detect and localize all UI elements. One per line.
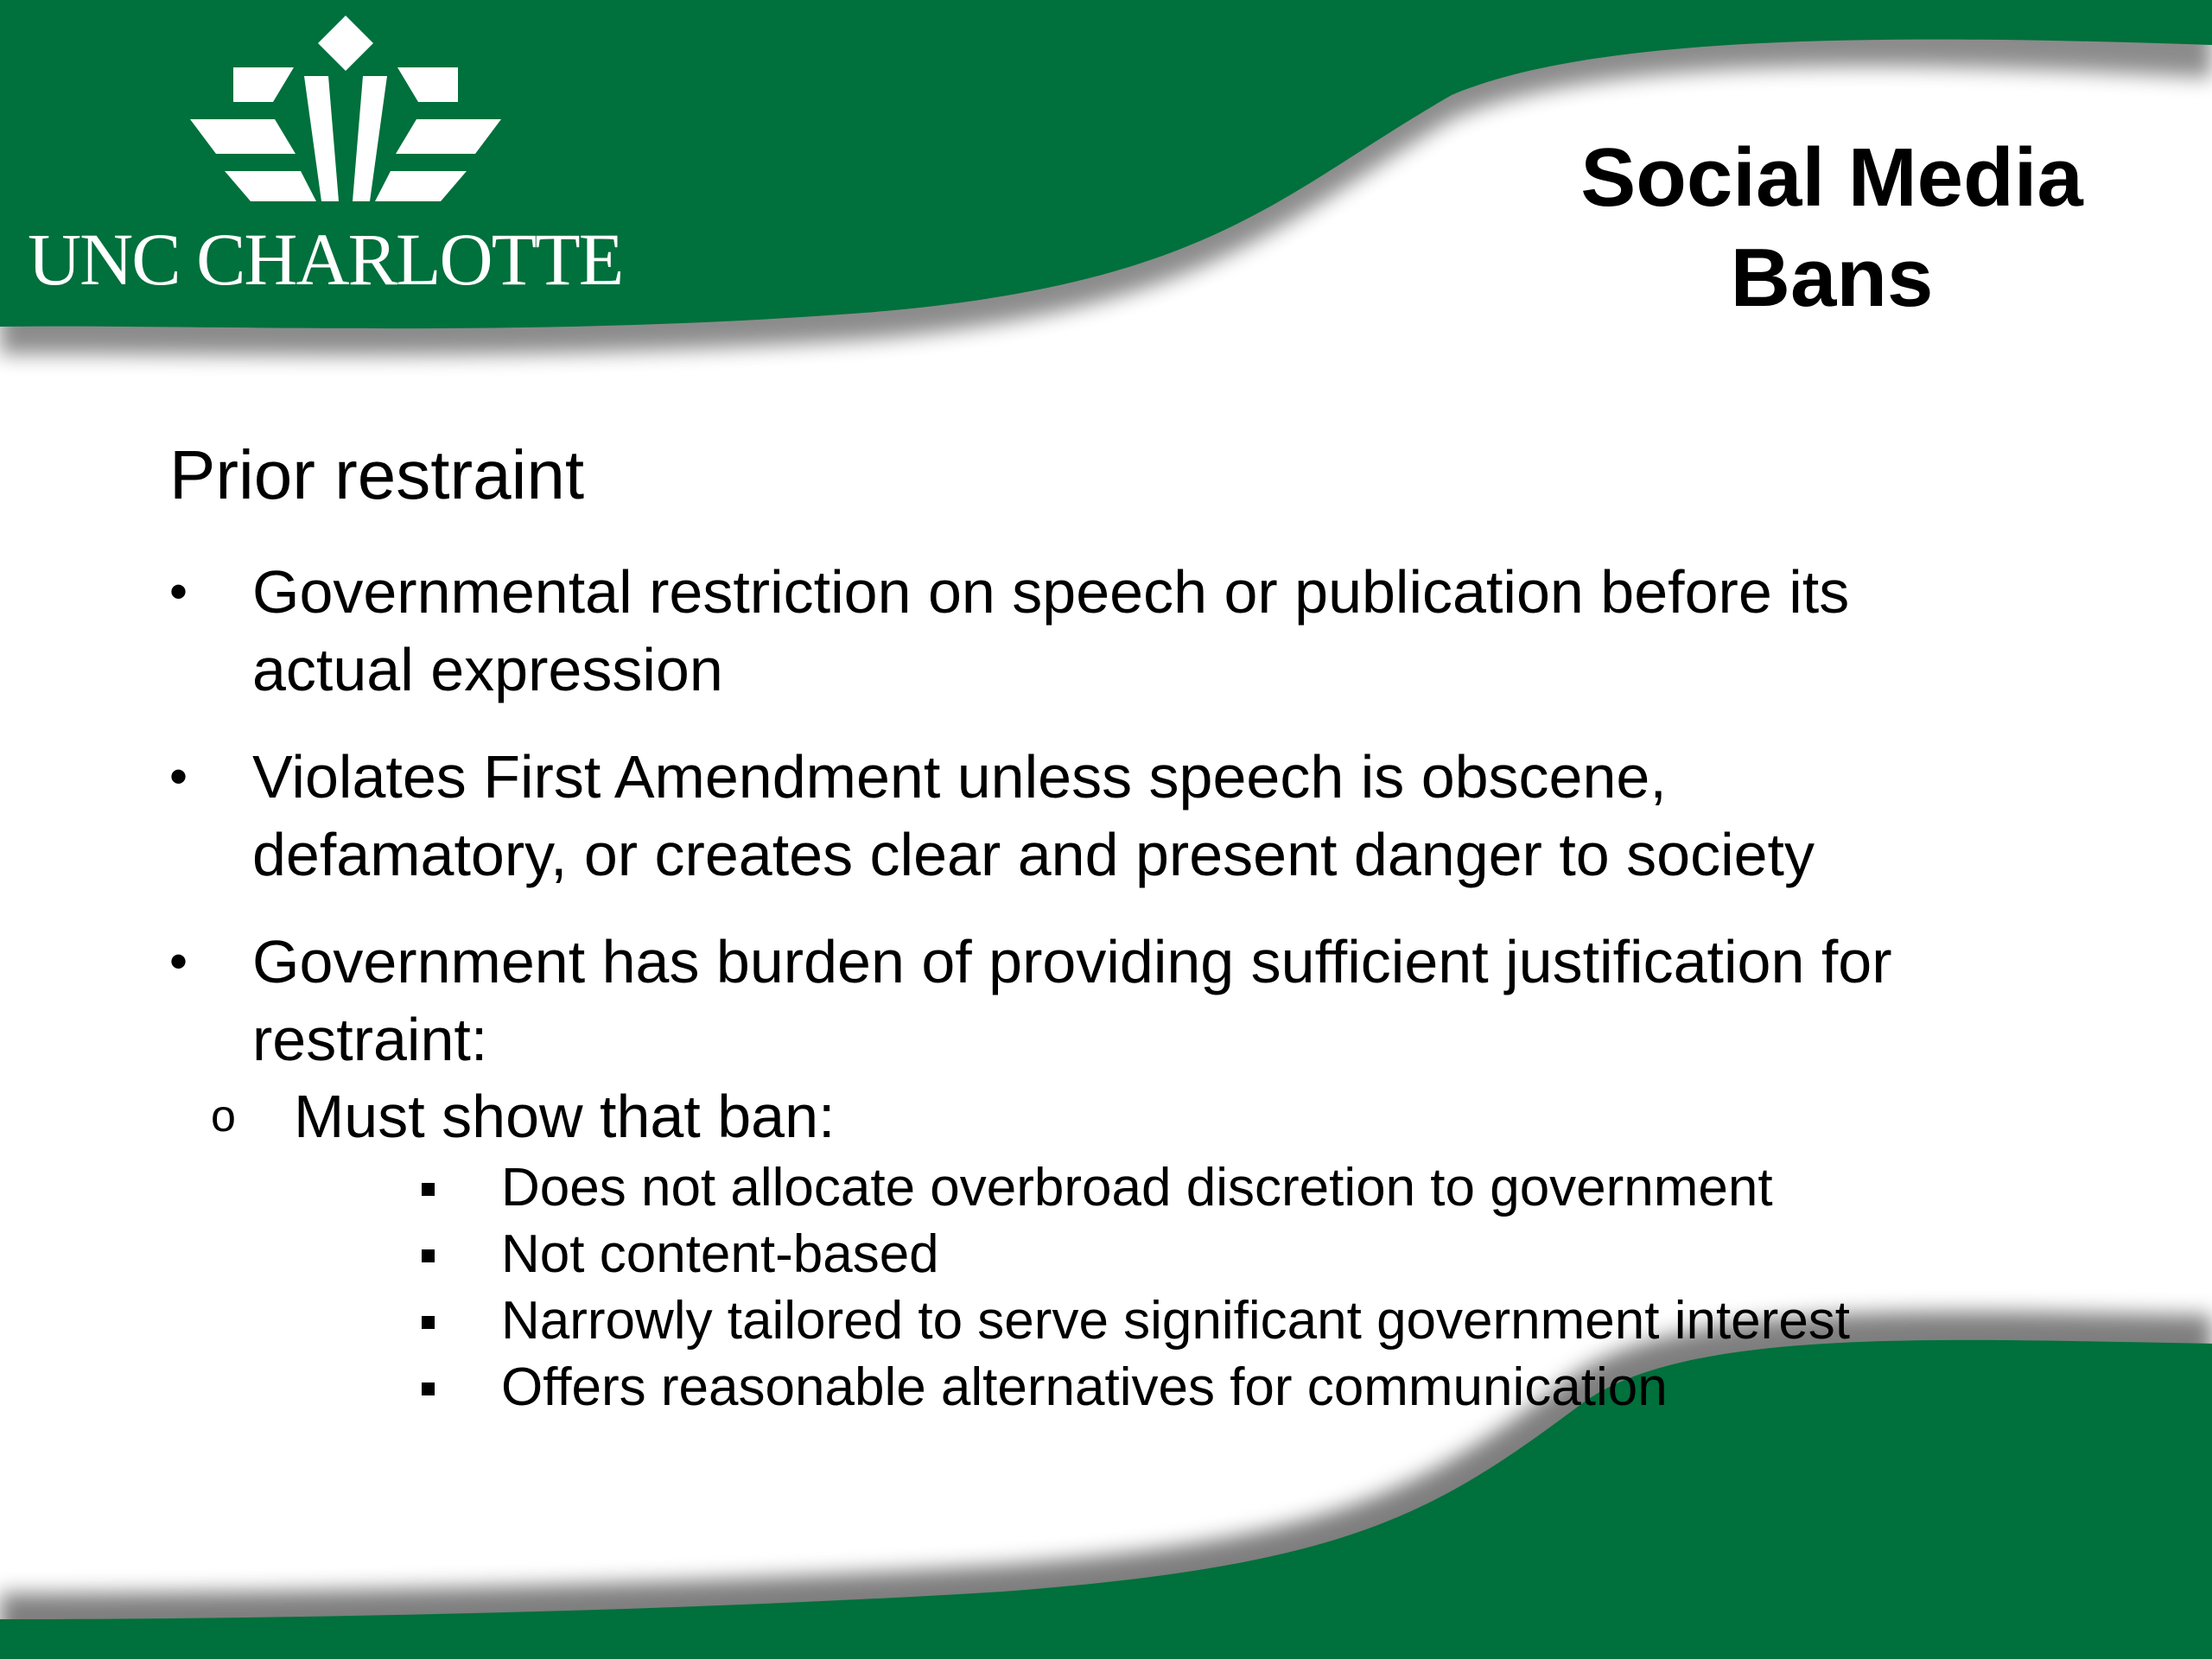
sub-sub-bullet-text: Narrowly tailored to serve significant government interest (501, 1291, 1851, 1351)
sub-bullet-item (169, 1078, 2070, 1154)
nested-list-container (169, 1154, 2070, 1421)
sub-bullet-marker: o (211, 1091, 236, 1141)
bullet-item (169, 738, 2070, 893)
sub-sub-bullet-text: Does not allocate overbroad discretion to government (501, 1158, 1773, 1217)
bullet-item (169, 923, 2070, 1078)
sub-sub-bullet-item (169, 1221, 2070, 1287)
sub-bullet-list (169, 1078, 2070, 1421)
square-bullet-marker (422, 1382, 435, 1395)
bullet-text-line: Governmental restriction on speech or publication before its (252, 558, 1850, 626)
sub-sub-bullet-item (169, 1354, 2070, 1421)
bullet-text-line: restraint: (252, 1006, 488, 1073)
sub-sub-bullet-text: Offers reasonable alternatives for communication (501, 1357, 1668, 1417)
nested-list-container (169, 1078, 2070, 1421)
title-line-2: Bans (1730, 232, 1934, 324)
title-line-1: Social Media (1580, 131, 2083, 224)
square-bullet-marker (422, 1316, 435, 1329)
sub-sub-bullet-list (169, 1154, 2070, 1421)
section-heading: Prior restraint (169, 436, 585, 513)
bullet-marker: • (169, 932, 188, 990)
square-bullet-marker (422, 1249, 435, 1262)
bullet-text-line: defamatory, or creates clear and present danger to society (252, 821, 1815, 888)
slide-title (1486, 128, 2177, 328)
bullet-marker: • (169, 563, 188, 620)
sub-sub-bullet-text: Not content-based (501, 1224, 939, 1284)
sub-sub-bullet-item (169, 1287, 2070, 1354)
square-bullet-marker (422, 1183, 435, 1196)
sub-sub-bullet-item (169, 1154, 2070, 1221)
crown-logo-icon (190, 16, 501, 214)
bullet-text-line: actual expression (252, 636, 723, 703)
sub-bullet-text: Must show that ban: (294, 1083, 836, 1150)
bullet-text-line: Violates First Amendment unless speech is obscene, (252, 743, 1667, 810)
bullet-list (169, 553, 2070, 1421)
bullet-marker: • (169, 747, 188, 805)
logo-wordmark: UNC CHARLOTTE (28, 218, 623, 301)
bullet-text-line: Government has burden of providing sufficient justification for (252, 928, 1892, 995)
bullet-item (169, 553, 2070, 709)
